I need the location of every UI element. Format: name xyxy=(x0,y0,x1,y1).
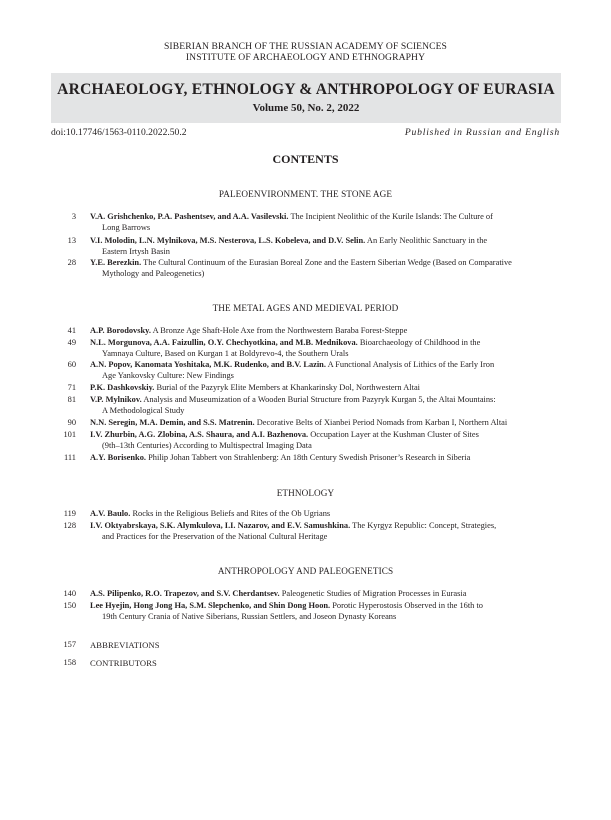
entry-title: Bioarchaeology of Childhood in the xyxy=(359,338,481,347)
entry-title: A Functional Analysis of Lithics of the Early Iron xyxy=(327,360,495,369)
entry-text xyxy=(90,589,561,600)
page-number: 90 xyxy=(67,418,76,427)
page-number: 140 xyxy=(63,589,76,598)
section-title: PALEOENVIRONMENT. THE STONE AGE xyxy=(218,189,393,199)
page-number: 41 xyxy=(67,326,76,335)
page-number: 101 xyxy=(63,430,76,439)
entry-text xyxy=(90,418,561,429)
entry-authors: I.V. Oktyabrskaya, S.K. Alymkulova, I.I. Nazarov, and E.V. Samushkina. xyxy=(90,521,351,530)
page-number: 28 xyxy=(67,258,76,267)
entry-title-cont: Long Barrows xyxy=(102,222,151,232)
entry-authors: V.A. Grishchenko, P.A. Pashentsev, and A.A. Vasilevski. xyxy=(90,212,289,221)
entry-text xyxy=(90,258,561,279)
page-number: 158 xyxy=(63,658,76,667)
entry-title: The Incipient Neolithic of the Kurile Islands: The Culture of xyxy=(290,212,493,221)
entry-authors: V.P. Mylnikov. xyxy=(90,395,142,404)
page-number: 13 xyxy=(67,236,76,245)
page-number: 3 xyxy=(71,212,76,221)
page-number: 49 xyxy=(67,338,76,347)
entry-title: The Cultural Continuum of the Eurasian Boreal Zone and the Eastern Siberian Wedge (Based on Comparative xyxy=(143,258,512,267)
entry-title-cont: Age Yankovsky Culture: New Findings xyxy=(102,370,234,380)
entry-authors: A.P. Borodovsky. xyxy=(90,326,151,335)
entry-text xyxy=(90,509,561,520)
entry-label: CONTRIBUTORS xyxy=(90,658,157,668)
org-line-1: SIBERIAN BRANCH OF THE RUSSIAN ACADEMY OF SCIENCES xyxy=(164,41,447,52)
entry-text xyxy=(90,601,561,622)
entry-title: Paleogenetic Studies of Migration Processes in Eurasia xyxy=(281,589,467,598)
doi[interactable]: doi:10.17746/1563-0110.2022.50.2 xyxy=(51,127,187,138)
entry-title: Porotic Hyperostosis Observed in the 16th to xyxy=(332,601,483,610)
entry-title: Analysis and Museumization of a Wooden Burial Structure from Pazyryk Kurgan 5, the Altai Mountains: xyxy=(143,395,496,404)
entry-title-cont: Yamnaya Culture, Based on Kurgan 1 at Boldyrevo-4, the Southern Urals xyxy=(102,348,349,358)
page-number: 81 xyxy=(67,395,76,404)
entry-text xyxy=(90,521,561,542)
section-title: ANTHROPOLOGY AND PALEOGENETICS xyxy=(217,566,394,576)
entry-label: ABBREVIATIONS xyxy=(90,640,160,650)
entry-title: Occupation Layer at the Kushman Cluster of Sites xyxy=(310,430,479,439)
entry-title: Decorative Belts of Xianbei Period Nomads from Karban I, Northern Altai xyxy=(256,418,508,427)
entry-authors: A.N. Popov, Kanomata Yoshitaka, M.K. Rudenko, and B.V. Lazin. xyxy=(90,360,326,369)
page-number: 60 xyxy=(67,360,76,369)
entry-title-cont: and Practices for the Preservation of the National Cultural Heritage xyxy=(102,531,328,541)
entry-title: Burial of the Pazyryk Elite Members at Khankarinsky Dol, Northwestern Altai xyxy=(156,383,421,392)
entry-text xyxy=(90,360,561,381)
entry-title-cont: A Methodological Study xyxy=(102,405,185,415)
entry-authors: Y.E. Berezkin. xyxy=(90,258,142,267)
entry-text xyxy=(90,430,561,451)
entry-text xyxy=(90,212,561,233)
entry-authors: A.S. Pilipenko, R.O. Trapezov, and S.V. Cherdantsev. xyxy=(90,589,280,598)
section-title: THE METAL AGES AND MEDIEVAL PERIOD xyxy=(212,303,399,313)
journal-banner xyxy=(51,73,561,123)
entry-authors: Lee Hyejin, Hong Jong Ha, S.M. Slepchenko, and Shin Dong Hoon. xyxy=(90,601,331,610)
published-note: Published in Russian and English xyxy=(404,127,560,138)
entry-title: An Early Neolithic Sanctuary in the xyxy=(366,236,488,245)
volume-line: Volume 50, No. 2, 2022 xyxy=(252,102,360,114)
entry-authors: N.N. Seregin, M.A. Demin, and S.S. Matrenin. xyxy=(90,418,255,427)
entry-title-cont: 19th Century Crania of Native Siberians, Russian Settlers, and Joseon Dynasty Koreans xyxy=(102,611,397,621)
section-title: ETHNOLOGY xyxy=(276,488,335,498)
page-number: 111 xyxy=(64,453,76,462)
entry-title: Rocks in the Religious Beliefs and Rites of the Ob Ugrians xyxy=(132,509,331,518)
entry-title-cont: Mythology and Paleogenetics) xyxy=(102,268,205,278)
journal-title: ARCHAEOLOGY, ETHNOLOGY & ANTHROPOLOGY OF EURASIA xyxy=(57,81,555,98)
entry-text xyxy=(90,383,561,394)
org-line-2: INSTITUTE OF ARCHAEOLOGY AND ETHNOGRAPHY xyxy=(185,52,426,63)
entry-title: The Kyrgyz Republic: Concept, Strategies, xyxy=(352,521,497,530)
entry-authors: P.K. Dashkovskiy. xyxy=(90,383,155,392)
entry-authors: I.V. Zhurbin, A.G. Zlobina, A.S. Shaura, and A.I. Bazhenova. xyxy=(90,430,309,439)
entry-title-cont: (9th–13th Centuries) According to Multispectral Imaging Data xyxy=(102,440,312,450)
entry-title: Philip Johan Tabbert von Strahlenberg: An 18th Century Swedish Prisoner’s Research in Siberia xyxy=(148,453,471,462)
page-number: 119 xyxy=(63,509,76,518)
entry-authors: A.Y. Borisenko. xyxy=(90,453,146,462)
page-number: 157 xyxy=(63,640,76,649)
entry-text xyxy=(90,395,561,416)
entry-authors: A.V. Baulo. xyxy=(90,509,131,518)
page-number: 128 xyxy=(63,521,76,530)
entry-authors: V.I. Molodin, L.N. Mylnikova, M.S. Nesterova, L.S. Kobeleva, and D.V. Selin. xyxy=(90,236,366,245)
entry-authors: N.L. Morgunova, A.A. Faizullin, O.Y. Chechyotkina, and M.B. Mednikova. xyxy=(90,338,358,347)
entry-text xyxy=(90,326,561,337)
entry-text xyxy=(90,338,561,359)
contents-heading: CONTENTS xyxy=(272,152,339,166)
page-number: 150 xyxy=(63,601,76,610)
entry-text xyxy=(90,236,561,257)
entry-title: A Bronze Age Shaft-Hole Axe from the Northwestern Baraba Forest-Steppe xyxy=(152,326,408,335)
entry-title-cont: Eastern Irtysh Basin xyxy=(102,246,170,256)
page-number: 71 xyxy=(67,383,76,392)
entry-text xyxy=(90,453,561,464)
